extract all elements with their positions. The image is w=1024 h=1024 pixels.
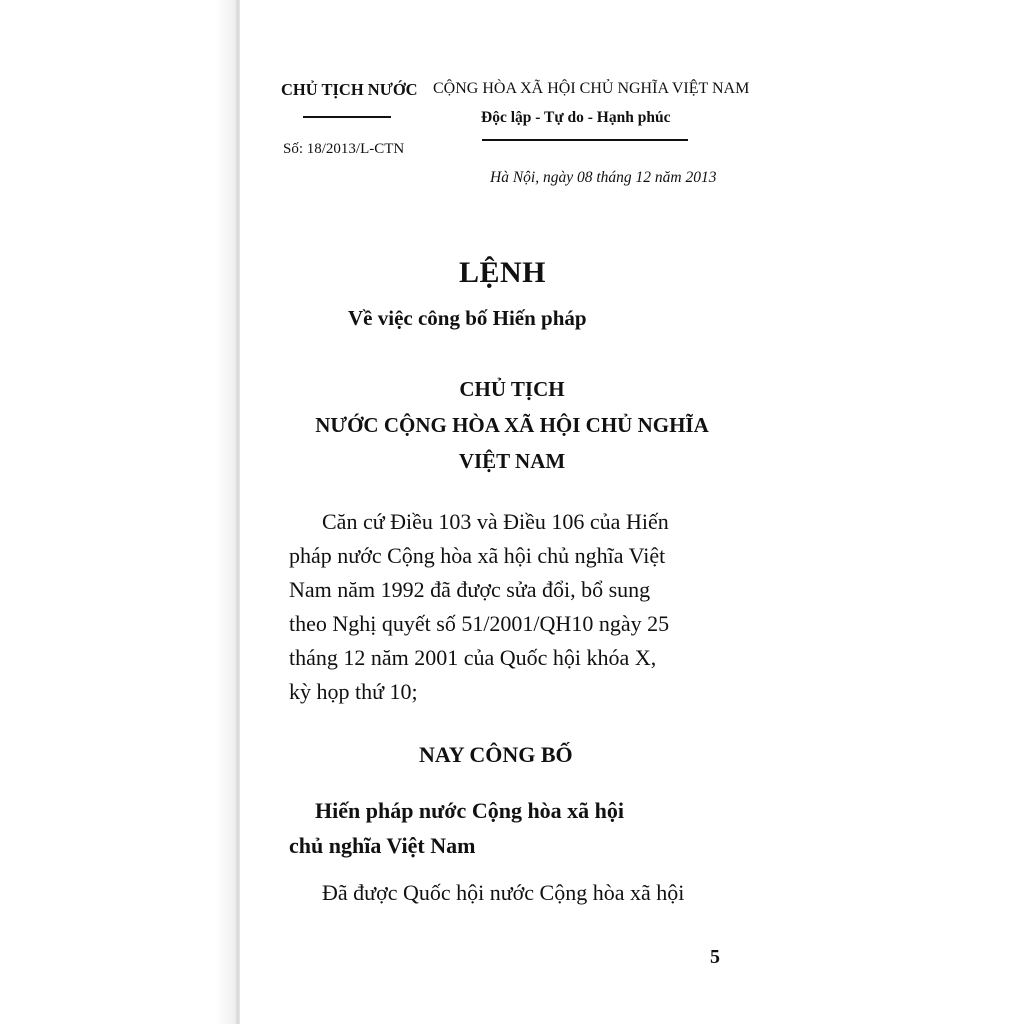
constitution-name-line: Hiến pháp nước Cộng hòa xã hội bbox=[315, 798, 625, 823]
place-and-date: Hà Nội, ngày 08 tháng 12 năm 2013 bbox=[490, 169, 717, 186]
issuing-agency: CHỦ TỊCH NƯỚC bbox=[281, 80, 418, 99]
adoption-line: Đã được Quốc hội nước Cộng hòa xã hội bbox=[322, 880, 685, 905]
national-heading: CỘNG HÒA XÃ HỘI CHỦ NGHĨA VIỆT NAM bbox=[433, 80, 750, 97]
national-motto: Độc lập - Tự do - Hạnh phúc bbox=[481, 109, 671, 126]
document-title: LỆNH bbox=[459, 256, 547, 289]
legal-basis-line: Nam năm 1992 đã được sửa đổi, bổ sung bbox=[289, 577, 651, 602]
issuer-line: VIỆT NAM bbox=[458, 449, 566, 473]
legal-basis-line: Căn cứ Điều 103 và Điều 106 của Hiến bbox=[322, 509, 669, 534]
legal-basis-line: kỳ họp thứ 10; bbox=[289, 679, 418, 704]
issuer-line: NƯỚC CỘNG HÒA XÃ HỘI CHỦ NGHĨA bbox=[315, 413, 709, 437]
document-number: Số: 18/2013/L-CTN bbox=[283, 141, 405, 157]
proclamation-heading: NAY CÔNG BỐ bbox=[419, 742, 573, 767]
document-subtitle: Về việc công bố Hiến pháp bbox=[348, 306, 587, 330]
motto-underline bbox=[482, 139, 688, 141]
constitution-name-line: chủ nghĩa Việt Nam bbox=[289, 833, 476, 858]
agency-underline bbox=[303, 116, 391, 118]
page-edge-line bbox=[236, 0, 239, 1024]
legal-basis-line: theo Nghị quyết số 51/2001/QH10 ngày 25 bbox=[289, 611, 670, 636]
page-number: 5 bbox=[710, 946, 720, 968]
legal-basis-line: tháng 12 năm 2001 của Quốc hội khóa X, bbox=[289, 645, 657, 670]
page-gutter-shadow bbox=[0, 0, 240, 1024]
legal-basis-line: pháp nước Cộng hòa xã hội chủ nghĩa Việt bbox=[289, 543, 666, 568]
issuer-line: CHỦ TỊCH bbox=[459, 377, 565, 401]
